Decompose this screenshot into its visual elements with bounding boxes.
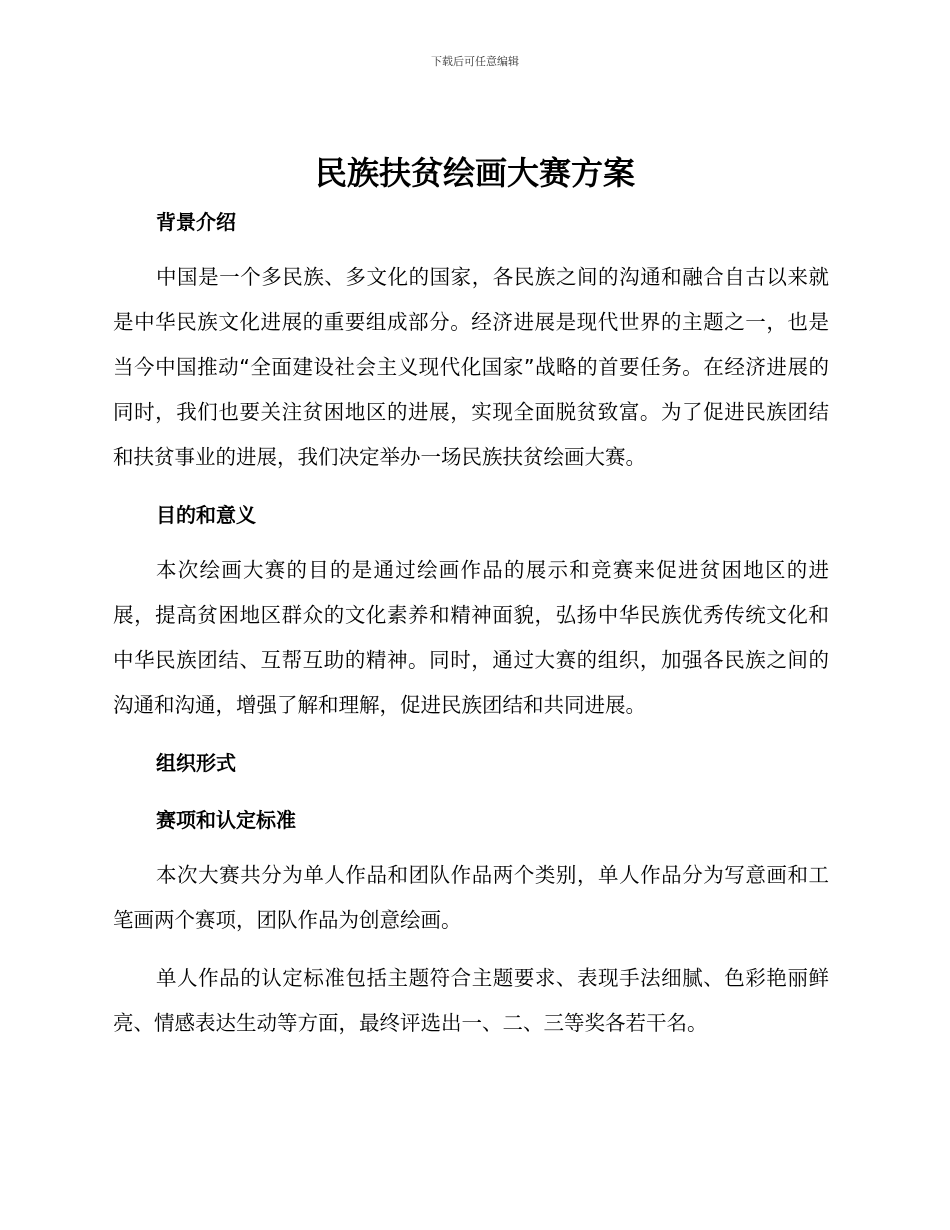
document-title: 民族扶贫绘画大赛方案: [314, 154, 635, 192]
spacer: [113, 842, 829, 853]
section-heading-background: 背景介绍: [156, 210, 236, 234]
paragraph-criteria-categories: 本次大赛共分为单人作品和团队作品两个类别，单人作品分为写意画和工笔画两个赛项，团队作品为创意绘画。: [113, 863, 829, 932]
section-heading-criteria: 赛项和认定标准: [156, 808, 296, 832]
section-heading-organization: 组织形式: [156, 751, 236, 775]
section-heading-purpose: 目的和意义: [156, 503, 256, 527]
spacer: [113, 728, 829, 741]
spacer: [113, 785, 829, 798]
spacer: [113, 943, 829, 956]
paragraph-purpose: 本次绘画大赛的目的是通过绘画作品的展示和竞赛来促进贫困地区的进展，提高贫困地区群众的文化素养和精神面貌，弘扬中华民族优秀传统文化和中华民族团结、互帮互助的精神。同时，通过大赛的组织，加强各民族之间的沟通和沟通，增强了解和理解，促进民族团结和共同进展。: [113, 558, 829, 717]
spacer: [113, 537, 829, 548]
spacer: [113, 244, 829, 255]
page-header: 下载后可任意编辑: [431, 55, 519, 68]
document-body: [113, 200, 829, 1046]
paragraph-criteria-standards: 单人作品的认定标准包括主题符合主题要求、表现手法细腻、色彩艳丽鲜亮、情感表达生动等方面，最终评选出一、二、三等奖各若干名。: [113, 966, 829, 1035]
paragraph-background: 中国是一个多民族、多文化的国家，各民族之间的沟通和融合自古以来就是中华民族文化进展的重要组成部分。经济进展是现代世界的主题之一，也是当今中国推动“全面建设社会主义现代化国家”战略的首要任务。在经济进展的同时，我们也要关注贫困地区的进展，实现全面脱贫致富。为了促进民族团结和扶贫事业的进展，我们决定举办一场民族扶贫绘画大赛。: [113, 265, 829, 469]
spacer: [113, 480, 829, 493]
